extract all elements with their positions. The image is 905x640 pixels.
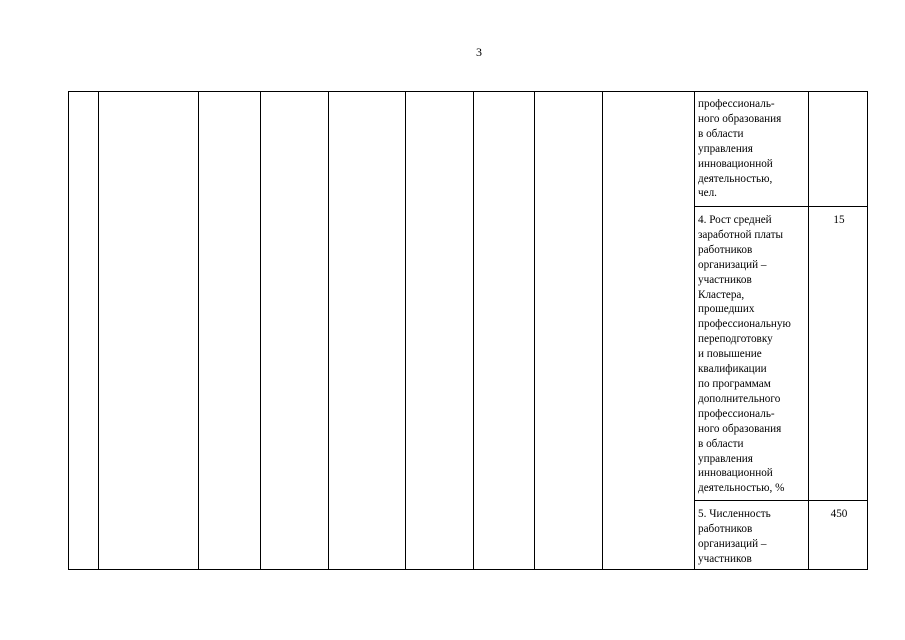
- column-divider: [534, 92, 535, 569]
- column-divider: [405, 92, 406, 569]
- row-divider: [694, 500, 867, 501]
- row-divider: [694, 206, 867, 207]
- indicator-cell: 5. Численность работников организаций – участников: [698, 508, 771, 565]
- column-divider: [260, 92, 261, 569]
- table: [68, 91, 868, 570]
- value-cell: 15: [833, 214, 845, 226]
- column-divider: [198, 92, 199, 569]
- column-divider: [602, 92, 603, 569]
- column-divider: [473, 92, 474, 569]
- page-number: 3: [476, 45, 482, 59]
- indicator-cell: профессиональ- ного образования в области управления инновационной деятельностью, чел.: [698, 98, 782, 200]
- column-divider: [694, 92, 695, 569]
- column-divider: [98, 92, 99, 569]
- indicator-cell: 4. Рост средней заработной платы работников организаций – участников Кластера, прошедших профессиональную переподготовку и повышение квалификации по программам дополнительного профессиональ- ного образования в области управления инновационной деятельностью, %: [698, 214, 791, 495]
- column-divider: [328, 92, 329, 569]
- value-cell: 450: [830, 508, 848, 520]
